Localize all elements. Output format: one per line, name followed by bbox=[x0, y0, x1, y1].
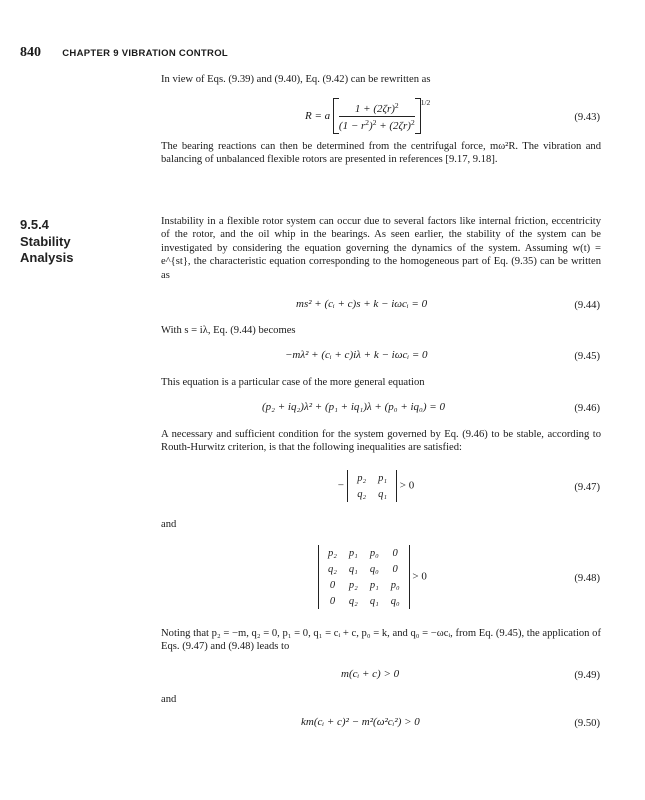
particular-case-text: This equation is a particular case of the more general equation bbox=[161, 377, 425, 388]
bearing-paragraph: The bearing reactions can then be determined from the centrifugal force, mω²R. The vibration and balancing of unbalanced flexible rotors are presented in references [9.17, 9.18]. bbox=[161, 141, 601, 166]
section-title-line1: Stability bbox=[20, 233, 71, 249]
section-heading bbox=[20, 217, 73, 267]
running-header bbox=[20, 44, 228, 61]
eq-number-9-44: (9.44) bbox=[574, 300, 600, 311]
eq-943-numerator: 1 + (2ζr) bbox=[354, 102, 395, 115]
eq-number-9-50: (9.50) bbox=[574, 718, 600, 729]
eq-943-den-a: (1 − r bbox=[338, 119, 366, 132]
and-text-2: and bbox=[161, 694, 177, 705]
equation-9-50: km(cᵢ + c)² − m²(ω²cᵢ²) > 0 bbox=[301, 716, 420, 728]
eq-number-9-49: (9.49) bbox=[574, 670, 600, 681]
eq-943-lhs: R = a bbox=[305, 110, 331, 122]
eq-number-9-46: (9.46) bbox=[574, 403, 600, 414]
eq-number-9-47: (9.47) bbox=[574, 482, 600, 493]
page-number: 840 bbox=[20, 45, 41, 60]
eq-943-den-c: + (2ζr) bbox=[376, 119, 411, 132]
determinant-2x2: p₂ p₁ q₂ q₁ bbox=[347, 470, 397, 502]
noting-paragraph: Noting that p₂ = −m, q₂ = 0, p₁ = 0, q₁ = cᵢ + c, p₀ = k, and q₀ = −ωcᵢ, from Eq. (9.45), the application of Eqs. (9.47) and (9.48) leads to bbox=[161, 628, 601, 653]
equation-9-49: m(cᵢ + c) > 0 bbox=[341, 668, 400, 680]
eq-number-9-48: (9.48) bbox=[574, 573, 600, 584]
equation-9-48: p₂ p₁ p₀ 0 q₂ q₁ q₀ 0 0 p₂ p₁ p₀ 0 q₂ q₁ q₀ > 0 bbox=[318, 545, 427, 609]
equation-9-47: − p₂ p₁ q₂ q₁ > 0 bbox=[337, 470, 414, 502]
eq-943-exponent: 1/2 bbox=[420, 98, 431, 107]
section-number: 9.5.4 bbox=[20, 217, 49, 232]
eq-number-9-45: (9.45) bbox=[574, 351, 600, 362]
stability-paragraph: Instability in a flexible rotor system can occur due to several factors like internal friction, eccentricity of the rotor, and the oil whip in the bearings. As seen earlier, the stability of the system can be investigated by considering the equation governing the dynamics of the system. Assuming w(t) = e^{st}, the characteristic equation corresponding to the homogeneous part of Eq. (9.35) can be written as bbox=[161, 216, 601, 281]
chapter-title: CHAPTER 9 VIBRATION CONTROL bbox=[62, 48, 228, 59]
equation-9-46: (p₂ + iq₂)λ² + (p₁ + iq₁)λ + (p₀ + iq₀) = 0 bbox=[262, 401, 445, 413]
with-s-text: With s = iλ, Eq. (9.44) becomes bbox=[161, 325, 296, 336]
section-title-line2: Analysis bbox=[20, 250, 74, 265]
determinant-4x4: p₂ p₁ p₀ 0 q₂ q₁ q₀ 0 0 p₂ p₁ p₀ 0 q₂ q₁ q₀ bbox=[318, 545, 410, 609]
equation-9-43 bbox=[305, 98, 430, 134]
eq-943-fraction: $\frac{1 + (2\zeta r)^2}{(1 - r^2)^2 + (2\zeta r)^2}$ bbox=[338, 100, 415, 132]
and-text-1: and bbox=[161, 519, 177, 530]
routh-hurwitz-paragraph: A necessary and sufficient condition for the system governed by Eq. (9.46) to be stable, according to Routh-Hurwitz criterion, is that the following inequalities are satisfied: bbox=[161, 429, 601, 454]
equation-9-45: −mλ² + (cᵢ + c)iλ + k − iωcᵢ = 0 bbox=[285, 349, 428, 361]
equation-9-44: ms² + (cᵢ + c)s + k − iωcᵢ = 0 bbox=[296, 298, 428, 310]
eq-number-9-43: (9.43) bbox=[574, 112, 600, 123]
intro-text: In view of Eqs. (9.39) and (9.40), Eq. (9.42) can be rewritten as bbox=[161, 74, 431, 85]
